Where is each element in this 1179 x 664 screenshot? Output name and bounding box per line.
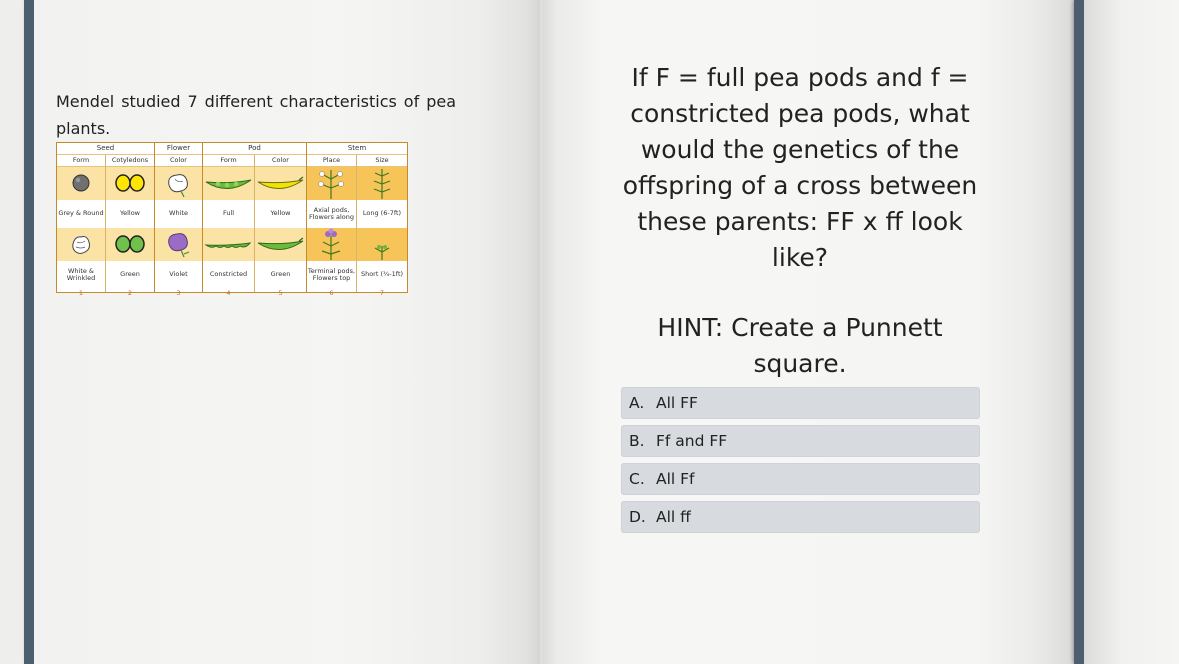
trait-label: Green — [255, 261, 306, 288]
option-letter: B. — [629, 432, 645, 450]
trait-number: 7 — [379, 289, 385, 297]
trait-number: 1 — [78, 289, 84, 297]
trait-number: 2 — [127, 289, 133, 297]
trait-number: 4 — [226, 289, 231, 297]
option-label: All FF — [656, 394, 698, 412]
question-text: If F = full pea pods and f = constricted pea pods, what would the genetics of the offspring of a cross between these parents: FF x ff look like? — [622, 63, 978, 272]
trait-number: 6 — [329, 289, 334, 297]
column-head: Form — [57, 155, 105, 167]
green-cotyledons-illustration — [106, 228, 154, 261]
trait-number: 5 — [278, 289, 283, 297]
option-letter: C. — [629, 470, 645, 488]
option-letter: D. — [629, 508, 646, 526]
group-title-seed: Seed — [57, 143, 154, 155]
column-head: Form — [203, 155, 254, 167]
option-label: All ff — [656, 508, 691, 526]
pod-group — [203, 143, 307, 297]
trait-label: Full — [203, 200, 254, 227]
trait-number: 3 — [176, 289, 181, 297]
terminal-flowers-illustration — [307, 228, 356, 261]
answer-option-d[interactable] — [621, 501, 980, 533]
trait-label: White — [155, 200, 202, 227]
yellow-pod-illustration — [255, 167, 306, 200]
group-title-stem: Stem — [307, 143, 407, 155]
trait-label: Green — [106, 261, 154, 288]
background-left — [0, 0, 24, 664]
full-pod-illustration — [203, 167, 254, 200]
book-gutter — [538, 0, 542, 664]
white-flower-illustration — [155, 167, 202, 200]
seed-group — [57, 143, 155, 297]
trait-label: Yellow — [255, 200, 306, 227]
column-stem-size — [357, 155, 407, 297]
trait-label: Violet — [155, 261, 202, 288]
group-title-flower: Flower — [155, 143, 202, 155]
intro-paragraph: Mendel studied 7 different characteristics of pea plants. — [56, 92, 456, 138]
flower-group — [155, 143, 203, 297]
option-label: Ff and FF — [656, 432, 728, 450]
answer-option-b[interactable] — [621, 425, 980, 457]
tall-stem-illustration — [357, 167, 407, 200]
column-head: Color — [155, 155, 202, 167]
answer-option-c[interactable] — [621, 463, 980, 495]
stem-group — [307, 143, 407, 297]
axial-flowers-illustration — [307, 167, 356, 200]
column-cotyledons — [106, 155, 154, 297]
violet-flower-illustration — [155, 228, 202, 261]
column-head: Color — [255, 155, 306, 167]
round-seed-illustration — [57, 167, 105, 200]
column-head: Size — [357, 155, 407, 167]
hint-text: HINT: Create a Punnett square. — [657, 313, 943, 378]
option-label: All Ff — [656, 470, 695, 488]
trait-label: Long (6-7ft) — [357, 200, 407, 227]
column-pod-color — [255, 155, 306, 297]
column-stem-place — [307, 155, 357, 297]
mendel-traits-table — [56, 142, 408, 297]
trait-label: Short (¾-1ft) — [357, 261, 407, 288]
trait-label: White & Wrinkled — [57, 261, 105, 288]
trait-label: Grey & Round — [57, 200, 105, 227]
background-right — [1084, 0, 1179, 664]
column-head: Cotyledons — [106, 155, 154, 167]
book-cover-right — [1074, 0, 1084, 664]
column-seed-form — [57, 155, 106, 297]
column-flower-color — [155, 155, 202, 297]
trait-label: Yellow — [106, 200, 154, 227]
book-cover-left — [24, 0, 34, 664]
constricted-pod-illustration — [203, 228, 254, 261]
short-stem-illustration — [357, 228, 407, 261]
column-pod-form — [203, 155, 255, 297]
column-head: Place — [307, 155, 356, 167]
group-title-pod: Pod — [203, 143, 306, 155]
trait-label: Axial pods, Flowers along — [307, 200, 356, 227]
option-letter: A. — [629, 394, 645, 412]
trait-label: Constricted — [203, 261, 254, 288]
green-pod-illustration — [255, 228, 306, 261]
wrinkled-seed-illustration — [57, 228, 105, 261]
yellow-cotyledons-illustration — [106, 167, 154, 200]
trait-label: Terminal pods, Flowers top — [307, 261, 356, 288]
answer-option-a[interactable] — [621, 387, 980, 419]
